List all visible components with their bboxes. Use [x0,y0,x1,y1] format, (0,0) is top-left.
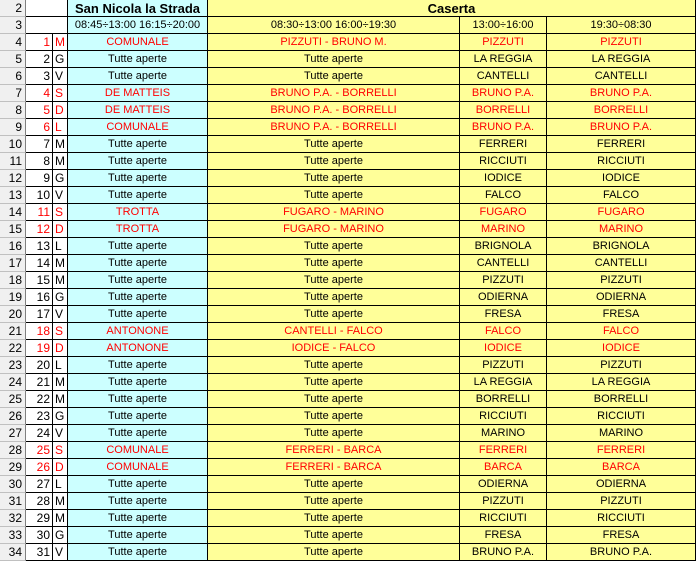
row-number[interactable]: 20 [0,306,26,323]
weekday-letter[interactable]: M [53,493,68,510]
caserta-day-pharmacy[interactable]: Tutte aperte [208,408,460,425]
header-row-3 [0,17,696,34]
weekday-letter[interactable]: M [53,510,68,527]
row-number[interactable]: 31 [0,493,26,510]
caserta-night-pharmacy[interactable]: RICCIUTI [547,153,696,170]
san-nicola-pharmacy[interactable]: Tutte aperte [68,510,208,527]
san-nicola-pharmacy[interactable]: COMUNALE [68,34,208,51]
day-number[interactable]: 31 [26,544,53,561]
day-number[interactable]: 8 [26,153,53,170]
caserta-night-pharmacy[interactable]: FUGARO [547,204,696,221]
day-number[interactable]: 27 [26,476,53,493]
caserta-night-pharmacy[interactable]: FERRERI [547,442,696,459]
san-nicola-pharmacy[interactable]: Tutte aperte [68,51,208,68]
caserta-night-pharmacy[interactable]: ODIERNA [547,476,696,493]
weekday-letter[interactable]: L [53,357,68,374]
caserta-midday-pharmacy[interactable]: MARINO [460,221,547,238]
caserta-midday-pharmacy[interactable]: FERRERI [460,136,547,153]
table-row [0,425,696,442]
caserta-midday-pharmacy[interactable]: FUGARO [460,204,547,221]
caserta-midday-pharmacy[interactable]: BORRELLI [460,102,547,119]
weekday-letter[interactable]: G [53,170,68,187]
weekday-letter[interactable]: G [53,408,68,425]
caserta-day-pharmacy[interactable]: Tutte aperte [208,544,460,561]
day-number[interactable]: 11 [26,204,53,221]
weekday-letter[interactable]: G [53,51,68,68]
caserta-night-pharmacy[interactable]: MARINO [547,221,696,238]
caserta-night-pharmacy[interactable]: IODICE [547,170,696,187]
row-number[interactable]: 21 [0,323,26,340]
table-row [0,85,696,102]
san-nicola-pharmacy[interactable]: Tutte aperte [68,238,208,255]
table-row [0,391,696,408]
caserta-midday-pharmacy[interactable]: BARCA [460,459,547,476]
day-number[interactable]: 21 [26,374,53,391]
caserta-night-pharmacy[interactable]: CANTELLI [547,68,696,85]
caserta-day-pharmacy[interactable]: FUGARO - MARINO [208,221,460,238]
caserta-midday-hours[interactable]: 13:00÷16:00 [460,17,547,34]
caserta-night-pharmacy[interactable]: BRUNO P.A. [547,544,696,561]
day-number[interactable]: 24 [26,425,53,442]
table-row [0,153,696,170]
weekday-letter[interactable]: L [53,238,68,255]
day-number[interactable]: 9 [26,170,53,187]
table-row [0,255,696,272]
row-number[interactable]: 23 [0,357,26,374]
san-nicola-pharmacy[interactable]: Tutte aperte [68,408,208,425]
weekday-letter[interactable]: M [53,136,68,153]
day-number[interactable]: 5 [26,102,53,119]
caserta-day-pharmacy[interactable]: Tutte aperte [208,510,460,527]
table-row [0,136,696,153]
caserta-night-pharmacy[interactable]: BRUNO P.A. [547,85,696,102]
day-number[interactable]: 18 [26,323,53,340]
row-number[interactable]: 14 [0,204,26,221]
row-number[interactable]: 32 [0,510,26,527]
caserta-midday-pharmacy[interactable]: FERRERI [460,442,547,459]
table-row [0,408,696,425]
caserta-midday-pharmacy[interactable]: FALCO [460,187,547,204]
san-nicola-pharmacy[interactable]: DE MATTEIS [68,102,208,119]
row-number[interactable]: 25 [0,391,26,408]
row-number[interactable]: 26 [0,408,26,425]
day-number[interactable]: 3 [26,68,53,85]
row-number[interactable]: 33 [0,527,26,544]
san-nicola-pharmacy[interactable]: Tutte aperte [68,391,208,408]
day-number[interactable]: 28 [26,493,53,510]
day-number[interactable]: 14 [26,255,53,272]
day-number[interactable]: 26 [26,459,53,476]
row-number[interactable]: 17 [0,255,26,272]
caserta-midday-pharmacy[interactable]: FALCO [460,323,547,340]
san-nicola-pharmacy[interactable]: DE MATTEIS [68,85,208,102]
caserta-day-pharmacy[interactable]: Tutte aperte [208,289,460,306]
san-nicola-pharmacy[interactable]: Tutte aperte [68,255,208,272]
weekday-letter[interactable]: M [53,34,68,51]
row-number[interactable]: 12 [0,170,26,187]
table-row [0,170,696,187]
san-nicola-pharmacy[interactable]: ANTONONE [68,340,208,357]
table-row [0,510,696,527]
row-number[interactable]: 30 [0,476,26,493]
caserta-night-pharmacy[interactable]: PIZZUTI [547,357,696,374]
san-nicola-hours[interactable]: 08:45÷13:00 16:15÷20:00 [68,17,208,34]
day-number[interactable]: 20 [26,357,53,374]
san-nicola-pharmacy[interactable]: Tutte aperte [68,136,208,153]
table-row [0,544,696,561]
row-number[interactable]: 22 [0,340,26,357]
table-row [0,289,696,306]
row-number[interactable]: 8 [0,102,26,119]
san-nicola-pharmacy[interactable]: Tutte aperte [68,357,208,374]
weekday-letter[interactable]: M [53,272,68,289]
row-number[interactable]: 11 [0,153,26,170]
day-number[interactable]: 13 [26,238,53,255]
table-row [0,119,696,136]
day-number[interactable]: 19 [26,340,53,357]
day-number[interactable]: 1 [26,34,53,51]
caserta-night-pharmacy[interactable]: RICCIUTI [547,510,696,527]
caserta-day-pharmacy[interactable]: Tutte aperte [208,51,460,68]
row-number[interactable]: 28 [0,442,26,459]
caserta-night-pharmacy[interactable]: BARCA [547,459,696,476]
day-number[interactable]: 15 [26,272,53,289]
caserta-midday-pharmacy[interactable]: RICCIUTI [460,153,547,170]
caserta-night-pharmacy[interactable]: BORRELLI [547,102,696,119]
caserta-midday-pharmacy[interactable]: BORRELLI [460,391,547,408]
day-number[interactable]: 4 [26,85,53,102]
day-number[interactable]: 6 [26,119,53,136]
cell[interactable] [26,0,68,17]
row-number[interactable]: 2 [0,0,26,17]
day-number[interactable]: 23 [26,408,53,425]
san-nicola-pharmacy[interactable]: Tutte aperte [68,68,208,85]
caserta-header[interactable]: Caserta [208,0,696,17]
caserta-day-pharmacy[interactable]: Tutte aperte [208,136,460,153]
row-number[interactable]: 10 [0,136,26,153]
row-number[interactable]: 6 [0,68,26,85]
caserta-midday-pharmacy[interactable]: FRESA [460,527,547,544]
caserta-midday-pharmacy[interactable]: IODICE [460,340,547,357]
san-nicola-pharmacy[interactable]: Tutte aperte [68,187,208,204]
san-nicola-pharmacy[interactable]: Tutte aperte [68,153,208,170]
weekday-letter[interactable]: S [53,442,68,459]
row-number[interactable]: 16 [0,238,26,255]
caserta-day-pharmacy[interactable]: Tutte aperte [208,476,460,493]
caserta-midday-pharmacy[interactable]: PIZZUTI [460,34,547,51]
day-number[interactable]: 29 [26,510,53,527]
caserta-night-pharmacy[interactable]: BRIGNOLA [547,238,696,255]
caserta-midday-pharmacy[interactable]: LA REGGIA [460,374,547,391]
caserta-day-pharmacy[interactable]: BRUNO P.A. - BORRELLI [208,102,460,119]
weekday-letter[interactable]: V [53,306,68,323]
caserta-midday-pharmacy[interactable]: BRUNO P.A. [460,119,547,136]
table-row [0,306,696,323]
weekday-letter[interactable]: S [53,204,68,221]
weekday-letter[interactable]: S [53,323,68,340]
caserta-night-pharmacy[interactable]: FERRERI [547,136,696,153]
day-number[interactable]: 22 [26,391,53,408]
weekday-letter[interactable]: D [53,340,68,357]
caserta-night-pharmacy[interactable]: IODICE [547,340,696,357]
caserta-night-pharmacy[interactable]: BRUNO P.A. [547,119,696,136]
caserta-midday-pharmacy[interactable]: LA REGGIA [460,51,547,68]
weekday-letter[interactable]: V [53,544,68,561]
table-row [0,34,696,51]
table-row [0,102,696,119]
caserta-night-pharmacy[interactable]: PIZZUTI [547,493,696,510]
caserta-night-pharmacy[interactable]: PIZZUTI [547,34,696,51]
caserta-day-pharmacy[interactable]: PIZZUTI - BRUNO M. [208,34,460,51]
san-nicola-pharmacy[interactable]: Tutte aperte [68,425,208,442]
weekday-letter[interactable]: S [53,85,68,102]
weekday-letter[interactable]: M [53,374,68,391]
caserta-midday-pharmacy[interactable]: BRUNO P.A. [460,544,547,561]
caserta-night-pharmacy[interactable]: FRESA [547,527,696,544]
caserta-midday-pharmacy[interactable]: PIZZUTI [460,357,547,374]
weekday-letter[interactable]: D [53,459,68,476]
caserta-midday-pharmacy[interactable]: ODIERNA [460,476,547,493]
san-nicola-pharmacy[interactable]: Tutte aperte [68,476,208,493]
caserta-midday-pharmacy[interactable]: IODICE [460,170,547,187]
caserta-day-pharmacy[interactable]: IODICE - FALCO [208,340,460,357]
san-nicola-pharmacy[interactable]: TROTTA [68,221,208,238]
day-number[interactable]: 2 [26,51,53,68]
weekday-letter[interactable]: L [53,119,68,136]
weekday-letter[interactable]: V [53,425,68,442]
row-number[interactable]: 3 [0,17,26,34]
caserta-night-pharmacy[interactable]: FRESA [547,306,696,323]
san-nicola-pharmacy[interactable]: Tutte aperte [68,374,208,391]
caserta-day-pharmacy[interactable]: BRUNO P.A. - BORRELLI [208,119,460,136]
san-nicola-pharmacy[interactable]: ANTONONE [68,323,208,340]
caserta-night-hours[interactable]: 19:30÷08:30 [547,17,696,34]
caserta-night-pharmacy[interactable]: FALCO [547,323,696,340]
caserta-night-pharmacy[interactable]: PIZZUTI [547,272,696,289]
caserta-day-pharmacy[interactable]: FUGARO - MARINO [208,204,460,221]
caserta-day-pharmacy[interactable]: FERRERI - BARCA [208,442,460,459]
caserta-day-pharmacy[interactable]: Tutte aperte [208,255,460,272]
caserta-day-pharmacy[interactable]: Tutte aperte [208,170,460,187]
weekday-letter[interactable]: M [53,391,68,408]
san-nicola-header[interactable]: San Nicola la Strada [68,0,208,17]
san-nicola-pharmacy[interactable]: Tutte aperte [68,306,208,323]
caserta-midday-pharmacy[interactable]: BRIGNOLA [460,238,547,255]
table-row [0,221,696,238]
san-nicola-pharmacy[interactable]: Tutte aperte [68,544,208,561]
caserta-midday-pharmacy[interactable]: MARINO [460,425,547,442]
weekday-letter[interactable]: V [53,68,68,85]
caserta-night-pharmacy[interactable]: LA REGGIA [547,374,696,391]
row-number[interactable]: 24 [0,374,26,391]
san-nicola-pharmacy[interactable]: Tutte aperte [68,170,208,187]
caserta-day-pharmacy[interactable]: Tutte aperte [208,391,460,408]
caserta-night-pharmacy[interactable]: LA REGGIA [547,51,696,68]
san-nicola-pharmacy[interactable]: Tutte aperte [68,289,208,306]
caserta-day-pharmacy[interactable]: Tutte aperte [208,357,460,374]
table-row [0,442,696,459]
day-number[interactable]: 16 [26,289,53,306]
day-number[interactable]: 10 [26,187,53,204]
caserta-day-pharmacy[interactable]: Tutte aperte [208,306,460,323]
table-row [0,323,696,340]
caserta-night-pharmacy[interactable]: RICCIUTI [547,408,696,425]
table-row [0,527,696,544]
table-row [0,238,696,255]
caserta-night-pharmacy[interactable]: ODIERNA [547,289,696,306]
caserta-day-pharmacy[interactable]: CANTELLI - FALCO [208,323,460,340]
caserta-midday-pharmacy[interactable]: CANTELLI [460,68,547,85]
weekday-letter[interactable]: D [53,221,68,238]
weekday-letter[interactable]: L [53,476,68,493]
san-nicola-pharmacy[interactable]: TROTTA [68,204,208,221]
table-row [0,459,696,476]
caserta-midday-pharmacy[interactable]: BRUNO P.A. [460,85,547,102]
row-number[interactable]: 29 [0,459,26,476]
san-nicola-pharmacy[interactable]: Tutte aperte [68,527,208,544]
row-number[interactable]: 13 [0,187,26,204]
san-nicola-pharmacy[interactable]: COMUNALE [68,459,208,476]
row-number[interactable]: 9 [0,119,26,136]
table-row [0,68,696,85]
caserta-midday-pharmacy[interactable]: PIZZUTI [460,272,547,289]
row-number[interactable]: 15 [0,221,26,238]
table-row [0,357,696,374]
san-nicola-pharmacy[interactable]: COMUNALE [68,119,208,136]
caserta-day-pharmacy[interactable]: BRUNO P.A. - BORRELLI [208,85,460,102]
row-number[interactable]: 18 [0,272,26,289]
table-row [0,476,696,493]
day-number[interactable]: 17 [26,306,53,323]
weekday-letter[interactable]: G [53,527,68,544]
table-row [0,204,696,221]
caserta-night-pharmacy[interactable]: CANTELLI [547,255,696,272]
row-number[interactable]: 34 [0,544,26,561]
caserta-night-pharmacy[interactable]: FALCO [547,187,696,204]
caserta-day-pharmacy[interactable]: Tutte aperte [208,68,460,85]
weekday-letter[interactable]: M [53,153,68,170]
weekday-letter[interactable]: V [53,187,68,204]
caserta-day-pharmacy[interactable]: Tutte aperte [208,272,460,289]
caserta-midday-pharmacy[interactable]: CANTELLI [460,255,547,272]
caserta-day-pharmacy[interactable]: Tutte aperte [208,238,460,255]
caserta-day-pharmacy[interactable]: Tutte aperte [208,187,460,204]
caserta-midday-pharmacy[interactable]: RICCIUTI [460,408,547,425]
caserta-day-pharmacy[interactable]: Tutte aperte [208,153,460,170]
table-row [0,340,696,357]
row-number[interactable]: 19 [0,289,26,306]
weekday-letter[interactable]: M [53,255,68,272]
row-number[interactable]: 27 [0,425,26,442]
cell[interactable] [26,17,68,34]
san-nicola-pharmacy[interactable]: Tutte aperte [68,493,208,510]
row-number[interactable]: 7 [0,85,26,102]
san-nicola-pharmacy[interactable]: COMUNALE [68,442,208,459]
table-row [0,493,696,510]
day-number[interactable]: 30 [26,527,53,544]
caserta-midday-pharmacy[interactable]: RICCIUTI [460,510,547,527]
table-row [0,374,696,391]
day-number[interactable]: 12 [26,221,53,238]
row-number[interactable]: 5 [0,51,26,68]
caserta-day-pharmacy[interactable]: Tutte aperte [208,374,460,391]
table-row [0,187,696,204]
caserta-day-pharmacy[interactable]: Tutte aperte [208,527,460,544]
san-nicola-pharmacy[interactable]: Tutte aperte [68,272,208,289]
caserta-midday-pharmacy[interactable]: ODIERNA [460,289,547,306]
caserta-night-pharmacy[interactable]: BORRELLI [547,391,696,408]
caserta-day-hours[interactable]: 08:30÷13:00 16:00÷19:30 [208,17,460,34]
caserta-midday-pharmacy[interactable]: PIZZUTI [460,493,547,510]
caserta-midday-pharmacy[interactable]: FRESA [460,306,547,323]
caserta-day-pharmacy[interactable]: Tutte aperte [208,425,460,442]
caserta-day-pharmacy[interactable]: Tutte aperte [208,493,460,510]
row-number[interactable]: 4 [0,34,26,51]
day-number[interactable]: 25 [26,442,53,459]
day-number[interactable]: 7 [26,136,53,153]
header-row-2 [0,0,696,17]
caserta-night-pharmacy[interactable]: MARINO [547,425,696,442]
table-row [0,272,696,289]
weekday-letter[interactable]: G [53,289,68,306]
weekday-letter[interactable]: D [53,102,68,119]
caserta-day-pharmacy[interactable]: FERRERI - BARCA [208,459,460,476]
table-row [0,51,696,68]
